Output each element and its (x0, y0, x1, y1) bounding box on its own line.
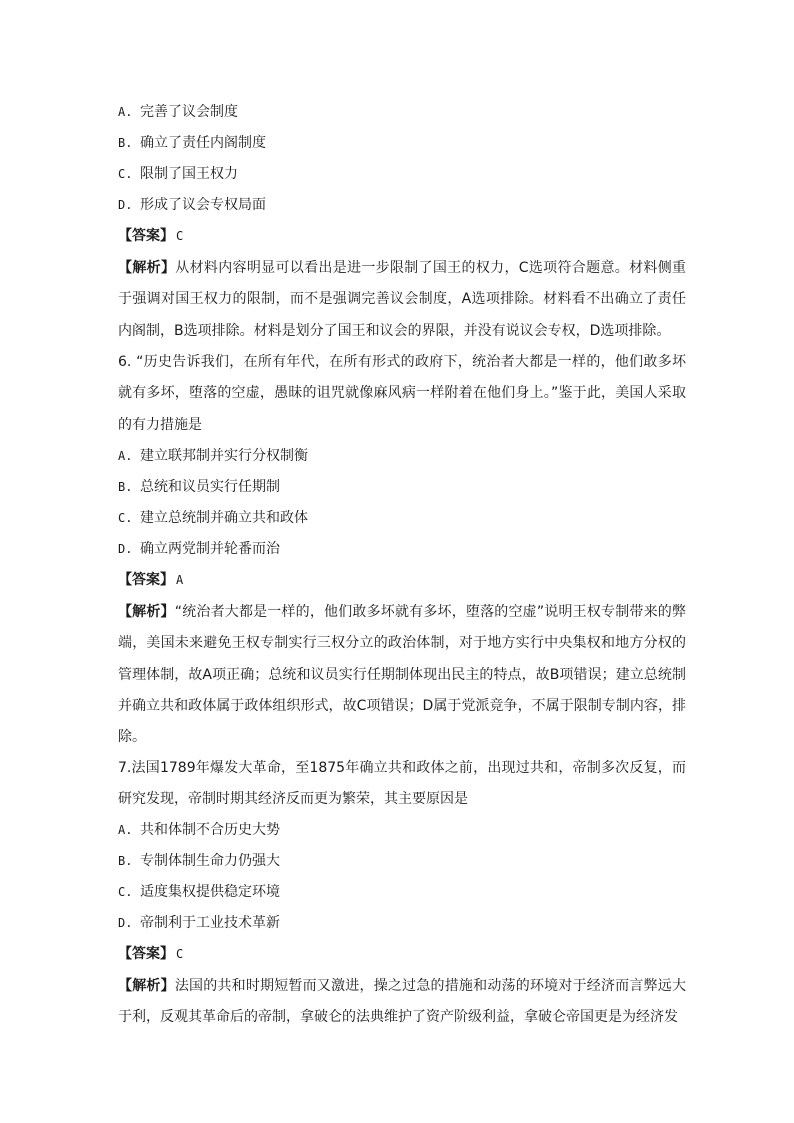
option-text: 总统和议员实行任期制 (140, 479, 280, 495)
option-label: C. (118, 167, 133, 181)
option-label: A. (118, 105, 133, 119)
answer-tag: 【答案】 (118, 946, 174, 962)
q6-stem: 6. “历史告诉我们，在所有年代，在所有形式的政府下，统治者大都是一样的，他们敢多坏就有多坏，堕落的空虚，愚昧的诅咒就像麻风病一样附着在他们身上。”鉴于此，美国人采取的有力措施是 (118, 354, 686, 433)
analysis-text: “统治者大都是一样的，他们敢多坏就有多坏，堕落的空虚”说明王权专制带来的弊端，美国未来避免王权专制实行三权分立的政治体制，对于地方实行中央集权和地方分权的管理体制，故A项正确；总统和议员实行任期制体现出民主的特点，故B项错误；建立总统制并确立共和政体属于政体组织形式，故C项错误；D属于党派竞争，不属于限制专制内容，排除。 (118, 604, 686, 746)
option-label: B. (118, 136, 133, 150)
option-text: 专制体制生命力仍强大 (140, 853, 280, 869)
option-text: 确立了责任内阁制度 (140, 135, 266, 151)
option-text: 共和体制不合历史大势 (140, 822, 280, 838)
q6-analysis (118, 597, 686, 753)
q7-stem: 7.法国1789年爆发大革命，至1875年确立共和政体之前，出现过共和，帝制多次反复，而研究发现，帝制时期其经济反而更为繁荣，其主要原因是 (118, 760, 686, 808)
analysis-tag: 【解析】 (118, 604, 175, 620)
option-text: 形成了议会专权局面 (140, 197, 266, 213)
option-label: D. (118, 198, 133, 212)
q6-option-d (118, 539, 280, 559)
analysis-tag: 【解析】 (118, 260, 176, 276)
analysis-text: 从材料内容明显可以看出是进一步限制了国王的权力，C选项符合题意。材料侧重于强调对国王权力的限制，而不是强调完善议会制度，A选项排除。材料看不出确立了责任内阁制，B选项排除。材料是划分了国王和议会的界限，并没有说议会专权，D选项排除。 (118, 260, 687, 339)
q5-option-c (118, 164, 238, 184)
q5-option-a (118, 102, 238, 122)
option-label: A. (118, 823, 133, 837)
q5-option-b (118, 133, 266, 153)
q5-answer (118, 226, 183, 246)
q7-option-a (118, 820, 280, 840)
q6-option-a (118, 446, 308, 466)
option-label: B. (118, 480, 133, 494)
q7-analysis (118, 971, 686, 1034)
option-text: 确立两党制并轮番而治 (140, 541, 280, 557)
analysis-tag: 【解析】 (118, 978, 175, 994)
q6-answer (118, 570, 183, 590)
q7-option-d (118, 913, 280, 933)
option-text: 完善了议会制度 (140, 104, 238, 120)
option-label: A. (118, 449, 133, 463)
option-label: C. (118, 511, 133, 525)
answer-tag: 【答案】 (118, 228, 174, 244)
option-label: D. (118, 916, 133, 930)
option-label: C. (118, 885, 133, 899)
q5-analysis (118, 253, 686, 347)
q7-option-b (118, 851, 280, 871)
answer-tag: 【答案】 (118, 572, 174, 588)
option-label: B. (118, 854, 133, 868)
analysis-text: 法国的共和时期短暂而又激进，操之过急的措施和动荡的环境对于经济而言弊远大于利，反观其革命后的帝制，拿破仑的法典维护了资产阶级利益，拿破仑帝国更是为经济发 (118, 978, 687, 1026)
q7-option-c (118, 882, 280, 902)
q5-option-d (118, 195, 266, 215)
q7-answer (118, 944, 183, 964)
answer-value: A (176, 573, 184, 587)
q6-option-c (118, 508, 308, 528)
option-text: 帝制利于工业技术革新 (140, 915, 280, 931)
option-text: 建立联邦制并实行分权制衡 (140, 448, 308, 464)
option-text: 适度集权提供稳定环境 (140, 884, 280, 900)
q6-option-b (118, 477, 280, 497)
answer-value: C (176, 947, 184, 961)
option-text: 限制了国王权力 (140, 166, 238, 182)
option-label: D. (118, 542, 133, 556)
answer-value: C (176, 229, 184, 243)
option-text: 建立总统制并确立共和政体 (140, 510, 308, 526)
